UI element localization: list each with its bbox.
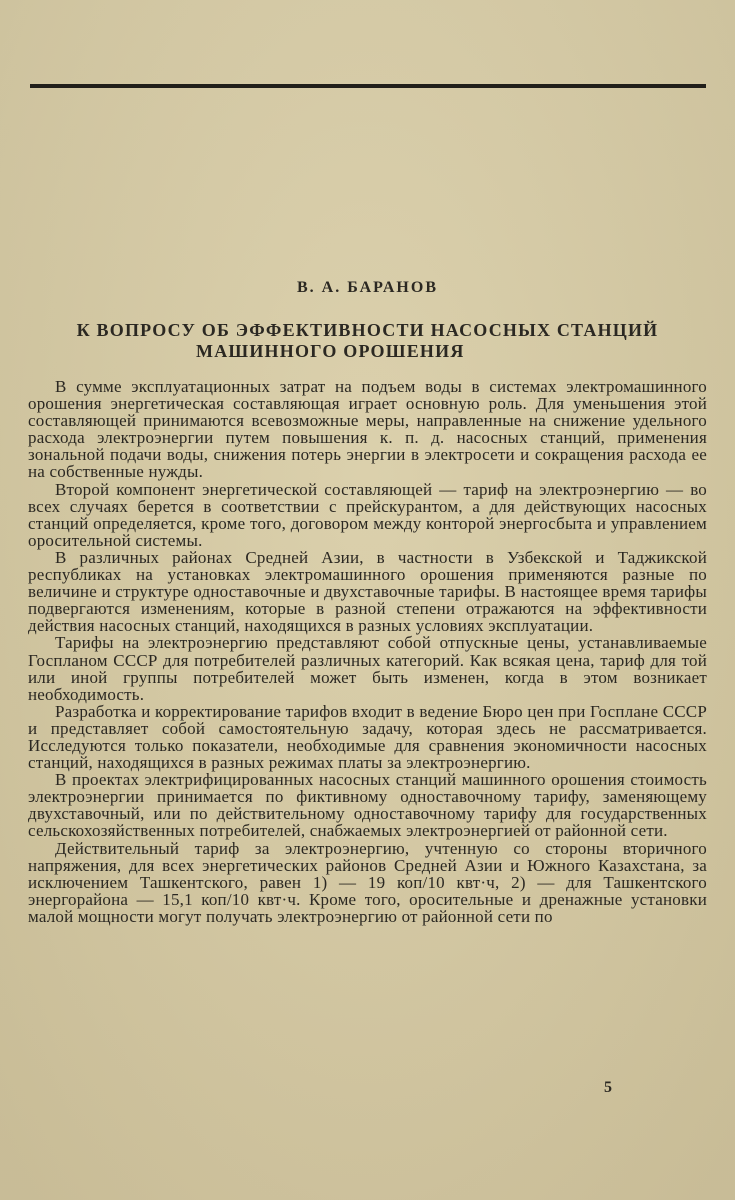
article-title: [28, 320, 707, 362]
paragraph-1: В сумме эксплуатационных затрат на подъем воды в системах электромашинного орошения энергетическая составляющая играет основную роль. Для уменьшения этой составляющей принимаются всевозможные меры, направленные на снижение удельного расхода электроэнергии путем повышения к. п. д. насосных станций, применения зональной подачи воды, снижения потерь энергии в электросети и сокращения расхода ее на собственные нужды.: [28, 377, 707, 482]
paragraph-7: Действительный тариф за электроэнергию, учтенную со стороны вторичного напряжения, для всех энергетических районов Средней Азии и Южного Казахстана, за исключением Ташкентского, равен 1) — 19 коп/10 квт·ч, 2) — для Ташкентского энергорайона — 15,1 коп/10 квт·ч. Кроме того, оросительные и дренажные установки малой мощности могут получать электроэнергию от районной сети по: [28, 838, 707, 926]
paragraph-3: В различных районах Средней Азии, в частности в Узбекской и Таджикской республиках на установках электромашинного орошения применяются разные по величине и структуре одноставочные и двухставочные тарифы. В настоящее время тарифы подвергаются изменениям, которые в разной степени отражаются на эффективности действия насосных станций, находящихся в разных условиях эксплуатации.: [28, 547, 707, 636]
paragraph-5: Разработка и корректирование тарифов входит в ведение Бюро цен при Госплане СССР и представляет собой самостоятельную задачу, которая здесь не рассматривается. Исследуются только показатели, необходимые для сравнения экономичности насосных станций, находящихся в разных режимах платы за электроэнергию.: [28, 701, 707, 773]
article-body: [28, 378, 707, 925]
top-rule: [30, 84, 706, 88]
author-line: В. А. БАРАНОВ: [297, 279, 438, 296]
page-number: 5: [604, 1079, 612, 1096]
paragraph-4: Тарифы на электроэнергию представляют собой отпускные цены, устанавливаемые Госпланом СССР для потребителей различных категорий. Как всякая цена, тариф для той или иной группы потребителей может быть изменен, когда в этом возникает необходимость.: [28, 633, 707, 704]
paragraph-2: Второй компонент энергетической составляющей — тариф на электроэнергию — во всех случаях берется в соответствии с прейскурантом, а для действующих насосных станций определяется, кроме того, договором между конторой энергосбыта и управлением оросительной системы.: [28, 479, 707, 550]
article-title-line-1: К ВОПРОСУ ОБ ЭФФЕКТИВНОСТИ НАСОСНЫХ СТАНЦИЙ: [76, 320, 659, 340]
paragraph-6: В проектах электрифицированных насосных станций машинного орошения стоимость электроэнергии принимается по фиктивному одноставочному тарифу, заменяющему двухставочный, или по действительному одноставочному тарифу для государственных сельскохозяйственных потребителей, снабжаемых электроэнергией от районной сети.: [28, 770, 707, 841]
article-title-line-2: МАШИННОГО ОРОШЕНИЯ: [196, 341, 465, 361]
